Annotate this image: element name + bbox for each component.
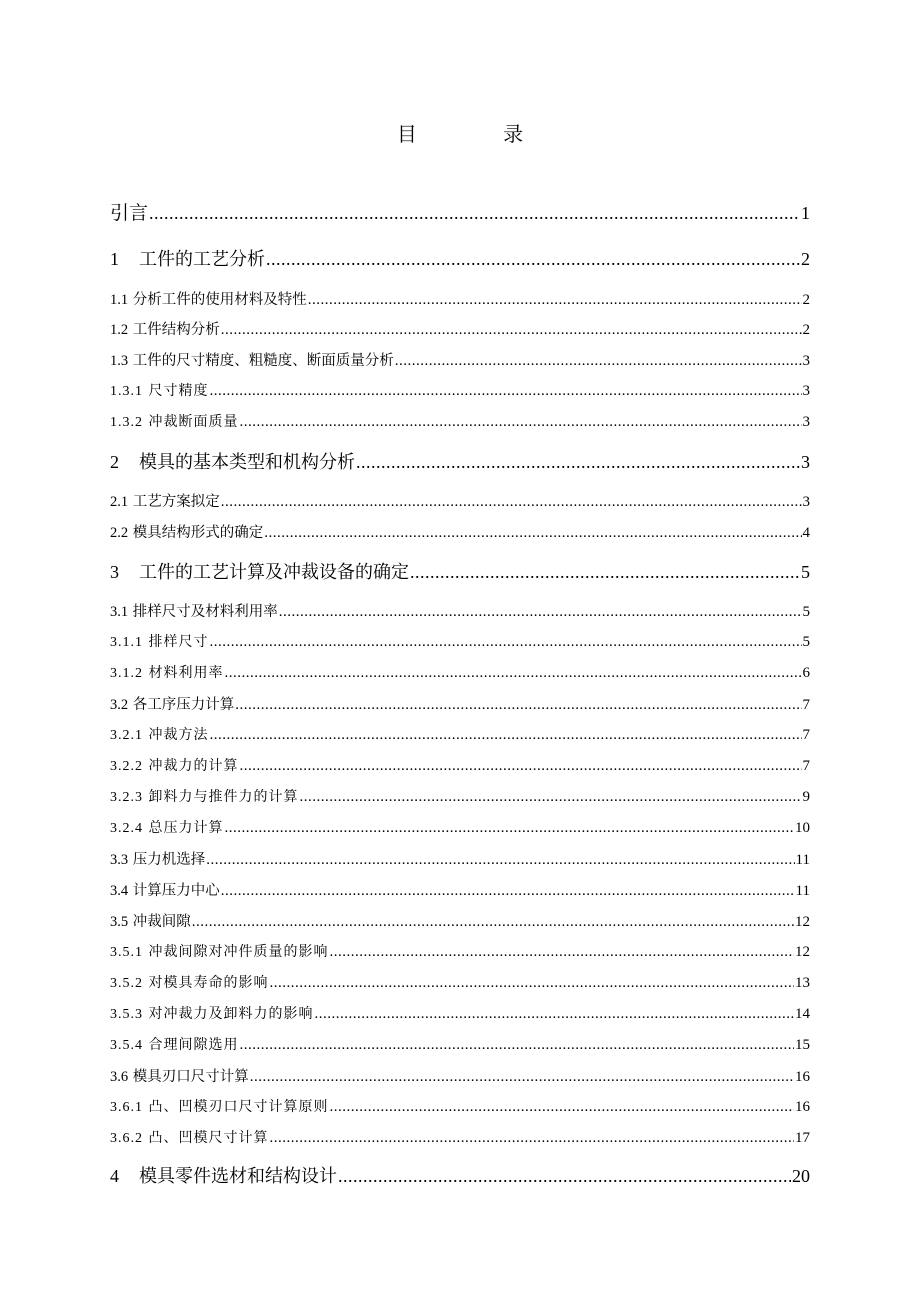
toc-entry-text: 冲裁方法 xyxy=(148,727,209,743)
toc-entry-page: 3 xyxy=(802,414,810,430)
toc-entry-number: 3 xyxy=(110,562,119,582)
toc-entry-number: 3.3 xyxy=(110,852,129,868)
toc-entry-text: 工件的工艺计算及冲裁设备的确定 xyxy=(139,562,409,583)
toc-leader-dots xyxy=(395,353,802,370)
toc-leader-dots xyxy=(279,604,802,621)
toc-entry-page: 3 xyxy=(802,494,810,510)
toc-entry-text: 排样尺寸 xyxy=(148,634,209,650)
toc-entry-page: 15 xyxy=(795,1037,810,1053)
toc-entry-label xyxy=(110,318,220,339)
toc-entry-number: 3.5.3 xyxy=(110,1007,143,1022)
toc-entry-number: 3.5 xyxy=(110,914,129,930)
toc-entry-label xyxy=(110,349,394,370)
toc-leader-dots xyxy=(264,525,801,542)
toc-entry-page: 2 xyxy=(802,322,810,338)
toc-entry-page: 7 xyxy=(802,727,810,743)
toc-entry-text: 压力机选择 xyxy=(132,852,206,868)
toc-entry[interactable] xyxy=(110,1003,810,1023)
toc-entry-number: 3.2 xyxy=(110,697,129,713)
toc-entry[interactable] xyxy=(110,521,810,542)
toc-entry-text: 工件结构分析 xyxy=(132,322,220,338)
toc-entry-page: 9 xyxy=(802,789,810,805)
toc-entry[interactable] xyxy=(110,941,810,961)
toc-entry-number: 3.5.1 xyxy=(110,945,143,960)
toc-entry-label xyxy=(110,972,268,992)
toc-entry-label xyxy=(110,1127,268,1147)
toc-entry-label xyxy=(110,786,298,806)
toc-leader-dots xyxy=(224,665,801,682)
toc-entry-page: 12 xyxy=(795,914,810,930)
toc-entry-number: 3.6.2 xyxy=(110,1131,143,1146)
toc-entry-label xyxy=(110,380,208,400)
toc-leader-dots xyxy=(192,914,794,931)
toc-entry-number: 1.2 xyxy=(110,322,129,338)
toc-entry-number: 3.1.2 xyxy=(110,666,143,681)
toc-entry-page: 3 xyxy=(802,383,810,399)
toc-leader-dots xyxy=(329,944,794,961)
toc-entry[interactable] xyxy=(110,1096,810,1116)
toc-entry-number: 2 xyxy=(110,452,119,472)
toc-entry-page: 13 xyxy=(795,975,810,991)
toc-entry-number: 3.1.1 xyxy=(110,635,143,650)
toc-entry-number: 3.6.1 xyxy=(110,1100,143,1115)
toc-entry[interactable] xyxy=(110,972,810,992)
toc-leader-dots xyxy=(308,292,802,309)
toc-entry-text: 合理间隙选用 xyxy=(148,1037,239,1053)
toc-entry-label xyxy=(110,198,148,225)
toc-entry-text: 工件的尺寸精度、粗糙度、断面质量分析 xyxy=(132,353,394,369)
toc-entry-number: 1.1 xyxy=(110,292,129,308)
toc-entry-text: 对冲裁力及卸料力的影响 xyxy=(148,1006,314,1022)
toc-leader-dots xyxy=(239,414,801,431)
toc-entry-label xyxy=(110,245,265,271)
toc-entry-page: 11 xyxy=(795,852,810,868)
toc-entry[interactable] xyxy=(110,380,810,400)
toc-leader-dots xyxy=(314,1006,794,1023)
toc-entry-label xyxy=(110,879,220,900)
toc-entry[interactable] xyxy=(110,198,810,225)
toc-entry-number: 2.1 xyxy=(110,494,129,510)
toc-entry[interactable] xyxy=(110,817,810,837)
toc-entry-number: 1.3.2 xyxy=(110,415,143,430)
toc-entry-label xyxy=(110,1096,328,1116)
toc-entry-label xyxy=(110,1065,249,1086)
toc-entry-text: 冲裁间隙对冲件质量的影响 xyxy=(148,944,329,960)
toc-entry-text: 模具的基本类型和机构分析 xyxy=(139,452,355,473)
toc-entry-text: 计算压力中心 xyxy=(132,883,220,899)
toc-leader-dots xyxy=(250,1069,794,1086)
toc-entry-text: 尺寸精度 xyxy=(148,383,209,399)
toc-entry-page: 12 xyxy=(795,944,810,960)
toc-entry-label xyxy=(110,848,205,869)
toc-entry-label xyxy=(110,411,238,431)
toc-entry-label xyxy=(110,1162,337,1188)
toc-leader-dots xyxy=(410,562,800,583)
toc-entry-text: 冲裁力的计算 xyxy=(148,758,239,774)
toc-leader-dots xyxy=(209,634,801,651)
toc-entry[interactable] xyxy=(110,558,810,584)
toc-leader-dots xyxy=(149,203,800,224)
toc-entry[interactable] xyxy=(110,1127,810,1147)
toc-entry-number: 3.6 xyxy=(110,1069,129,1085)
toc-entry-text: 凸、凹模刃口尺寸计算原则 xyxy=(148,1099,329,1115)
toc-leader-dots xyxy=(356,452,800,473)
toc-entry-label xyxy=(110,448,355,474)
toc-entry-text: 工件的工艺分析 xyxy=(139,249,265,270)
toc-entry-number: 3.2.2 xyxy=(110,759,143,774)
toc-entry-label xyxy=(110,941,328,961)
toc-entry-text: 分析工件的使用材料及特性 xyxy=(132,292,307,308)
toc-entry-number: 3.5.2 xyxy=(110,976,143,991)
toc-leader-dots xyxy=(209,383,801,400)
toc-entry-page: 10 xyxy=(795,820,810,836)
toc-entry-page: 14 xyxy=(795,1006,810,1022)
toc-entry[interactable] xyxy=(110,1065,810,1086)
toc-entry[interactable] xyxy=(110,288,810,309)
toc-entry-label xyxy=(110,1003,313,1023)
toc-entry-label xyxy=(110,600,278,621)
toc-entry-label xyxy=(110,755,238,775)
toc-entry[interactable] xyxy=(110,411,810,431)
toc-entry-text: 总压力计算 xyxy=(148,820,224,836)
toc-entry-label xyxy=(110,1034,238,1054)
toc-entry-page: 7 xyxy=(802,697,810,713)
toc-entry-page: 5 xyxy=(802,634,810,650)
toc-entry-page: 1 xyxy=(801,203,810,223)
toc-entry[interactable] xyxy=(110,318,810,339)
toc-entry-label xyxy=(110,558,409,584)
toc-entry[interactable] xyxy=(110,755,810,775)
toc-entry-label xyxy=(110,662,223,682)
toc-entry-number: 3.2.3 xyxy=(110,790,143,805)
toc-entry-text: 对模具寿命的影响 xyxy=(148,975,269,991)
toc-leader-dots xyxy=(221,322,802,339)
toc-entry[interactable] xyxy=(110,1034,810,1054)
toc-leader-dots xyxy=(299,789,801,806)
toc-entry-label xyxy=(110,724,208,744)
toc-leader-dots xyxy=(266,249,800,270)
toc-entry-number: 1.3 xyxy=(110,353,129,369)
toc-entry-text: 材料利用率 xyxy=(148,665,224,681)
toc-entry-page: 20 xyxy=(792,1166,810,1186)
toc-entry-number: 1 xyxy=(110,249,119,269)
toc-entry-text: 卸料力与推件力的计算 xyxy=(148,789,299,805)
toc-entry-number: 3.4 xyxy=(110,883,129,899)
toc-entry-page: 16 xyxy=(795,1069,810,1085)
toc-entry-label xyxy=(110,817,223,837)
toc-entry-number: 3.1 xyxy=(110,604,129,620)
toc-leader-dots xyxy=(224,820,794,837)
toc-entry-label xyxy=(110,521,263,542)
toc-entry-page: 2 xyxy=(801,249,810,269)
toc-entry-text: 引言 xyxy=(110,202,149,224)
toc-leader-dots xyxy=(239,1037,794,1054)
toc-entry-label xyxy=(110,693,234,714)
toc-entry[interactable] xyxy=(110,349,810,370)
toc-entry-number: 1.3.1 xyxy=(110,384,143,399)
toc-entry[interactable] xyxy=(110,724,810,744)
toc-entry-number: 3.5.4 xyxy=(110,1038,143,1053)
toc-entry-label xyxy=(110,288,307,309)
toc-leader-dots xyxy=(221,883,795,900)
toc-entry[interactable] xyxy=(110,910,810,931)
toc-entry[interactable] xyxy=(110,448,810,474)
toc-entry-page: 3 xyxy=(801,452,810,472)
toc-entry-label xyxy=(110,631,208,651)
toc-entry-page: 6 xyxy=(802,665,810,681)
toc-entry-page: 5 xyxy=(801,562,810,582)
toc-entry-text: 模具刃口尺寸计算 xyxy=(132,1069,249,1085)
toc-entry-number: 4 xyxy=(110,1166,119,1186)
toc-entry[interactable] xyxy=(110,600,810,621)
toc-entry-page: 16 xyxy=(795,1099,810,1115)
toc-entry-number: 2.2 xyxy=(110,525,129,541)
toc-entry-text: 冲裁间隙 xyxy=(132,914,191,930)
toc-entry[interactable] xyxy=(110,786,810,806)
page-title: 目 录 xyxy=(396,122,564,146)
toc-entry-text: 冲裁断面质量 xyxy=(148,414,239,430)
toc-leader-dots xyxy=(209,727,801,744)
toc-entry-page: 5 xyxy=(802,604,810,620)
toc-entry[interactable] xyxy=(110,848,810,869)
toc-entry[interactable] xyxy=(110,693,810,714)
toc-entry-page: 4 xyxy=(802,525,810,541)
toc-entry[interactable] xyxy=(110,490,810,511)
toc-entry-page: 7 xyxy=(802,758,810,774)
toc-entry[interactable] xyxy=(110,631,810,651)
toc-leader-dots xyxy=(235,697,801,714)
toc-leader-dots xyxy=(269,975,794,992)
toc-entry-page: 11 xyxy=(795,883,810,899)
toc-entry-label xyxy=(110,910,191,931)
toc-entry[interactable] xyxy=(110,879,810,900)
table-of-contents xyxy=(110,0,810,1302)
toc-entry-text: 模具结构形式的确定 xyxy=(132,525,264,541)
toc-entry-number: 3.2.1 xyxy=(110,728,143,743)
toc-entry[interactable] xyxy=(110,245,810,271)
toc-leader-dots xyxy=(221,494,802,511)
toc-entry-page: 17 xyxy=(795,1130,810,1146)
toc-entry-page: 2 xyxy=(802,292,810,308)
toc-entry-page: 3 xyxy=(802,353,810,369)
toc-entry-text: 排样尺寸及材料利用率 xyxy=(132,604,278,620)
toc-entry-text: 模具零件选材和结构设计 xyxy=(139,1166,337,1187)
toc-entry-text: 各工序压力计算 xyxy=(132,697,235,713)
toc-leader-dots xyxy=(269,1130,794,1147)
toc-leader-dots xyxy=(338,1166,791,1187)
toc-entry-text: 凸、凹模尺寸计算 xyxy=(148,1130,269,1146)
toc-leader-dots xyxy=(329,1099,794,1116)
toc-leader-dots xyxy=(206,852,794,869)
toc-entry[interactable] xyxy=(110,662,810,682)
toc-leader-dots xyxy=(239,758,801,775)
toc-entry-text: 工艺方案拟定 xyxy=(132,494,220,510)
toc-entry-label xyxy=(110,490,220,511)
toc-entry-number: 3.2.4 xyxy=(110,821,143,836)
toc-entry[interactable] xyxy=(110,1162,810,1188)
